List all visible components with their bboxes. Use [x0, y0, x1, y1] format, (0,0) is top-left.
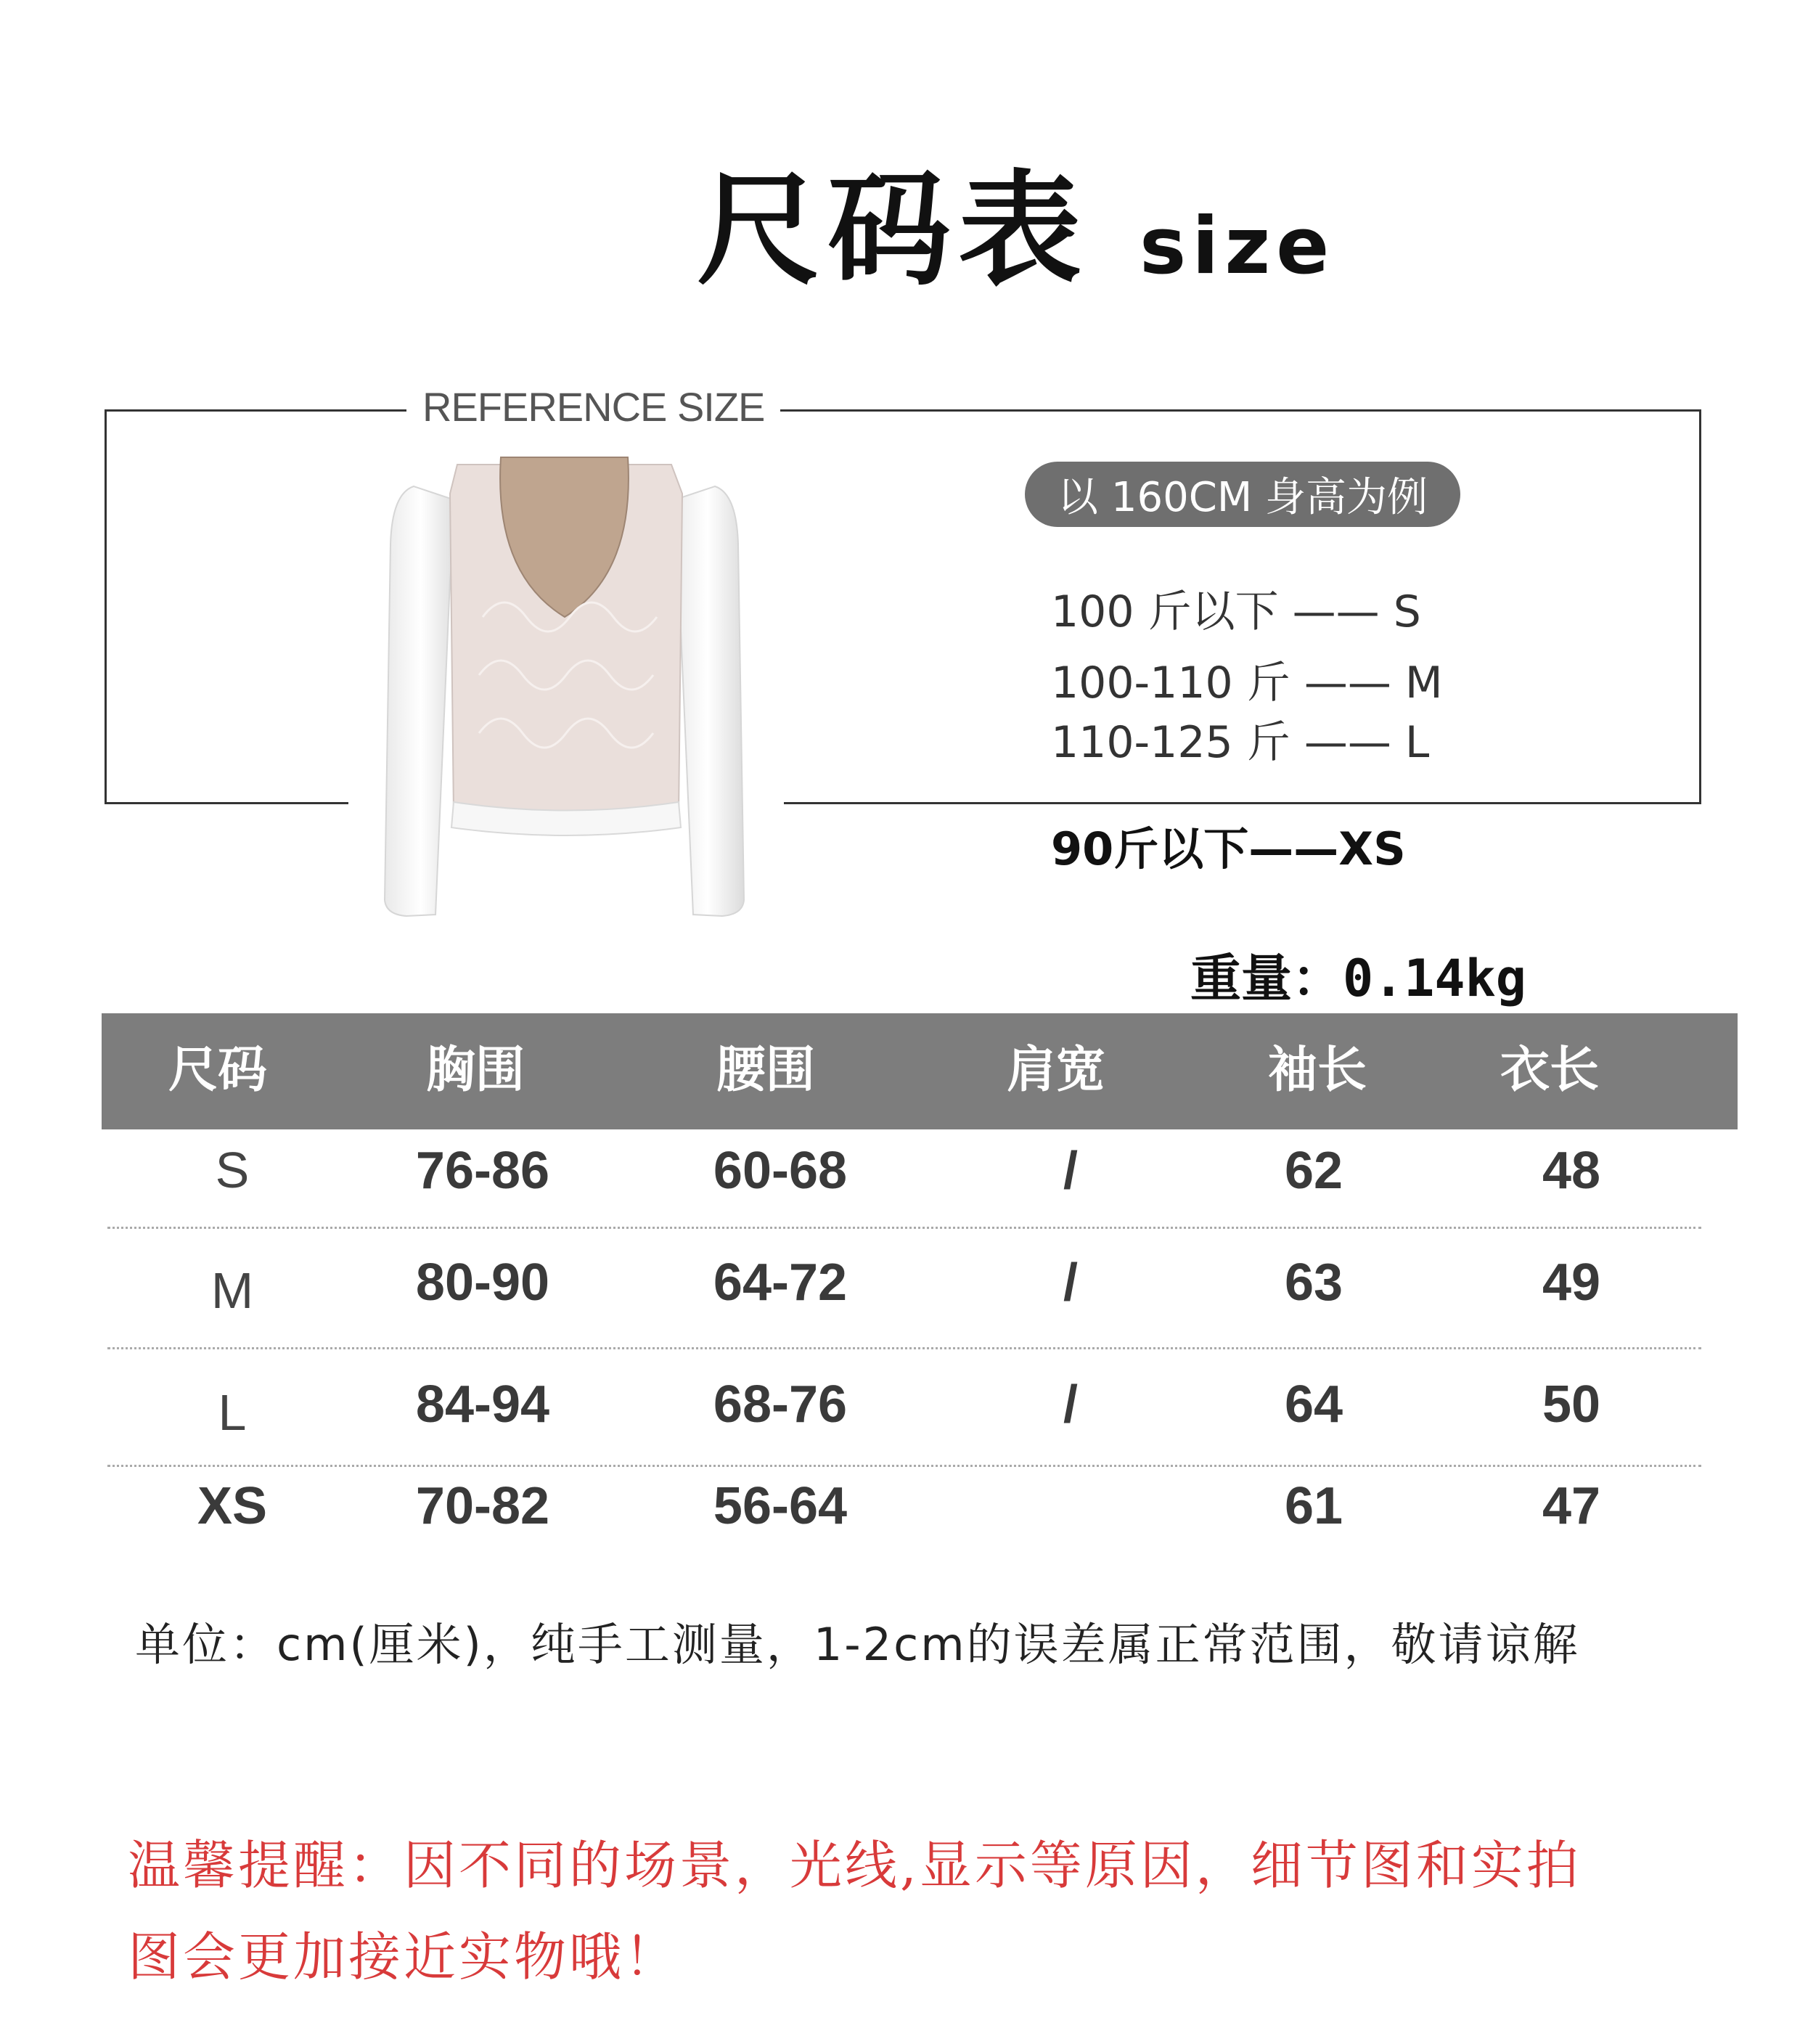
title-english: size — [1140, 201, 1335, 292]
reference-line-xs: 90斤以下——XS — [1051, 822, 1406, 875]
cell-shoulder: / — [1063, 1254, 1079, 1312]
cell-length: 48 — [1542, 1142, 1601, 1200]
cell-length: 47 — [1542, 1477, 1601, 1535]
reminder-line-2: 图会更加接近实物哦！ — [128, 1926, 680, 1987]
title-chinese: 尺码表 — [697, 158, 1089, 303]
cell-shoulder: / — [1063, 1142, 1079, 1200]
garment-image — [348, 436, 784, 929]
cell-size: S — [215, 1142, 250, 1198]
reference-line-l: 110-125 斤 —— L — [1051, 717, 1430, 768]
cell-waist: 56-64 — [713, 1477, 848, 1535]
measurement-note: 单位：cm(厘米)，纯手工测量，1-2cm的误差属正常范围，敬请谅解 — [135, 1618, 1580, 1671]
header-shoulder: 肩宽 — [1006, 1041, 1106, 1099]
cell-size: L — [218, 1384, 247, 1441]
reminder-line-1: 温馨提醒：因不同的场景，光线,显示等原因，细节图和实拍 — [128, 1835, 1582, 1896]
cell-shoulder: / — [1063, 1375, 1079, 1434]
cell-waist: 68-76 — [713, 1375, 848, 1434]
cell-length: 49 — [1542, 1254, 1601, 1312]
row-divider — [107, 1347, 1701, 1349]
cell-chest: 80-90 — [415, 1254, 550, 1312]
cell-size: M — [210, 1262, 254, 1319]
header-sleeve: 袖长 — [1267, 1041, 1367, 1099]
row-divider — [107, 1465, 1701, 1467]
cell-sleeve: 61 — [1284, 1477, 1343, 1535]
header-size: 尺码 — [168, 1041, 268, 1099]
cell-sleeve: 63 — [1284, 1254, 1343, 1312]
cell-waist: 60-68 — [713, 1142, 848, 1200]
cell-length: 50 — [1542, 1375, 1601, 1434]
header-waist: 腰围 — [716, 1041, 816, 1099]
product-weight: 重量：0.14kg — [1190, 949, 1526, 1008]
reference-height-badge: 以 160CM 身高为例 — [1025, 462, 1460, 527]
cell-size: XS — [197, 1477, 268, 1535]
cell-chest: 76-86 — [415, 1142, 550, 1200]
reference-line-m: 100-110 斤 —— M — [1051, 658, 1443, 708]
row-divider — [107, 1227, 1701, 1229]
size-table-header — [102, 1013, 1738, 1129]
cell-sleeve: 64 — [1284, 1375, 1343, 1434]
header-chest: 胸围 — [425, 1041, 525, 1099]
reference-line-s: 100 斤以下 —— S — [1051, 586, 1421, 637]
reference-box — [105, 409, 1701, 804]
cell-sleeve: 62 — [1284, 1142, 1343, 1200]
cell-chest: 84-94 — [415, 1375, 550, 1434]
cell-chest: 70-82 — [415, 1477, 550, 1535]
page-title — [697, 131, 1335, 303]
reference-size-label: REFERENCE SIZE — [406, 383, 780, 430]
cell-waist: 64-72 — [713, 1254, 848, 1312]
header-length: 衣长 — [1500, 1041, 1600, 1099]
